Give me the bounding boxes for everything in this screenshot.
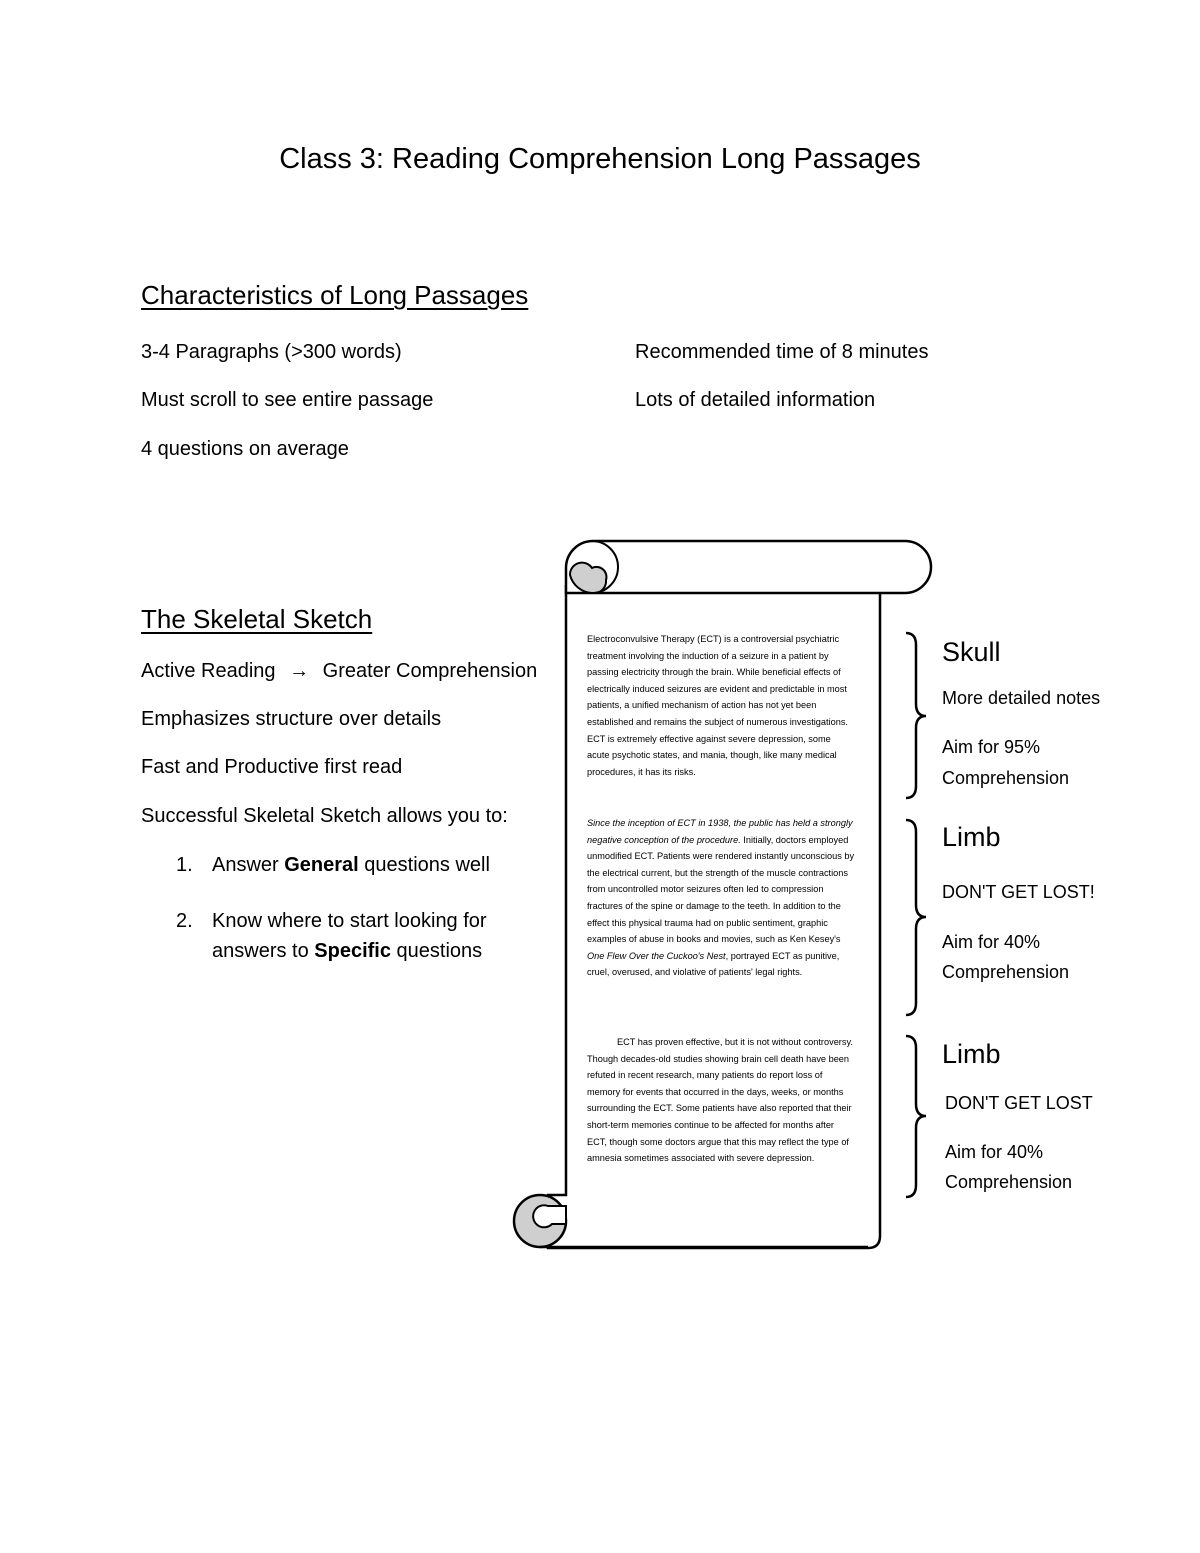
skeletal-line: Emphasizes structure over details [141,708,442,730]
brace-limb-1 [906,820,926,1015]
list-text: Know where to start looking for [212,910,487,932]
passage-book-title: One Flew Over the Cuckoo's Nest [587,950,726,961]
passage-text: ECT has proven effective, but it is not without controversy. Though decades-old studies showing brain cell death have been refuted in recent research, many patients do report loss of memory for events that occurred in the days, weeks, or months surrounding the ECT. Some patients have also reported that their short-term memories continue to be affected for months after ECT, though some doctors argue that this may reflect the type of amnesia sometimes associated with severe depression. [587,1037,853,1164]
skeletal-line: Fast and Productive first read [141,756,403,778]
annotation-aim: Aim for 40% [945,1142,1044,1162]
annotation-limb-title: Limb [942,822,1001,852]
annotation-aim: Comprehension [942,768,1070,788]
passage-paragraph [587,631,855,780]
annotation-skull-title: Skull [942,637,1001,667]
characteristic-item: Recommended time of 8 minutes [635,341,929,363]
passage-text: Initially, doctors employed unmodified ECT. Patients were rendered instantly unconscious by the electrical current, but the strength of the muscle contractions from uncontrolled motor seizures often led to compression fractures of the spine or damage to the teeth. In addition to the effect this physical trauma had on public sentiment, graphic examples of abuse in books and movies, such as Ken Kesey's [587,834,855,945]
brace-skull [906,633,926,798]
characteristic-item: Lots of detailed information [635,389,876,411]
annotation-aim: Aim for 40% [942,932,1041,952]
annotation-aim: Aim for 95% [942,737,1041,757]
annotation-aim: Comprehension [945,1172,1073,1192]
passage-text: , portrayed ECT as punitive, cruel, overused, and violative of patients' legal rights. [587,950,840,978]
list-bold: General [284,854,359,876]
passage-paragraph [587,1034,855,1167]
characteristic-item: 3-4 Paragraphs (>300 words) [141,341,402,363]
skeletal-line-before: Active Reading [141,660,276,682]
list-number: 2. [176,910,193,932]
list-text: questions [390,940,483,962]
list-text: Answer [212,854,285,876]
annotation-limb-title: Limb [942,1039,1001,1069]
annotation-aim: Comprehension [942,962,1070,982]
passage-italic: Since the inception of ECT in 1938, the public has held a strongly negative conception of the procedure. [587,818,853,845]
list-text: questions well [358,854,490,876]
list-bold: Specific [314,940,391,962]
right-arrow-icon: → [289,660,310,682]
characteristic-item: 4 questions on average [141,438,349,460]
skeletal-line: Successful Skeletal Sketch allows you to: [141,805,508,827]
brace-limb-2 [906,1036,926,1197]
list-text: answers to [212,940,315,962]
annotation-note: DON'T GET LOST! [942,882,1095,902]
passage-paragraph [587,815,855,981]
annotation-note: More detailed notes [942,688,1101,708]
scroll-top-roll [566,541,931,593]
characteristics-heading: Characteristics of Long Passages [141,280,529,310]
characteristic-item: Must scroll to see entire passage [141,389,434,411]
page-title: Class 3: Reading Comprehension Long Passages [279,143,921,175]
skeletal-line-after: Greater Comprehension [322,660,538,682]
skeletal-heading: The Skeletal Sketch [141,604,373,634]
list-number: 1. [176,854,193,876]
annotation-note: DON'T GET LOST [945,1093,1093,1113]
passage-text: Electroconvulsive Therapy (ECT) is a controversial psychiatric treatment involving the induction of a seizure in a patient by passing electricity through the brain. While beneficial effects of electrically induced seizures are evident and predictable in most patients, a unified mechanism of action has not yet been established and remains the subject of numerous investigations. ECT is extremely effective against severe depression, some acute psychotic states, and mania, though, like many medical procedures, it has its risks. [587,634,848,777]
